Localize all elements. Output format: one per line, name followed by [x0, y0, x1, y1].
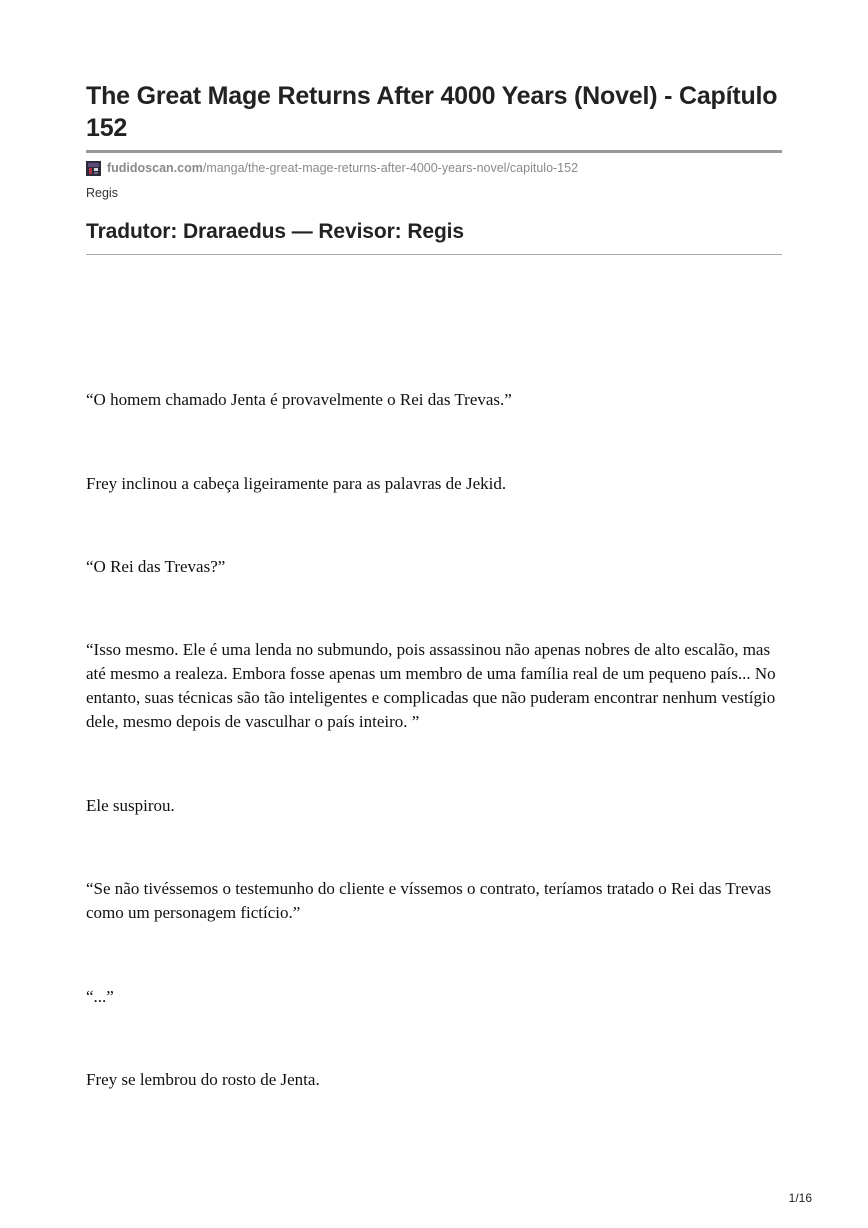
site-favicon-icon: [86, 161, 101, 176]
page-number: 1/16: [788, 1191, 812, 1205]
body-paragraph: “...”: [86, 987, 114, 1006]
body-paragraph: Frey se lembrou do rosto de Jenta.: [86, 1070, 320, 1089]
author-name: Regis: [86, 186, 118, 200]
subheading-divider: [86, 254, 782, 255]
document-page: [86, 0, 782, 1228]
page-title: The Great Mage Returns After 4000 Years (Novel) - Capítulo 152: [86, 82, 778, 142]
body-paragraph: Frey inclinou a cabeça ligeiramente para as palavras de Jekid.: [86, 474, 507, 493]
body-paragraph: “Isso mesmo. Ele é uma lenda no submundo, pois assassinou não apenas nobres de alto escalão, mas até mesmo a realeza. Embora fosse apenas um membro de uma família real de um pequeno país... No entanto, suas técnicas são tão inteligentes e complicadas que não puderam encontrar nenhum vestígio dele, mesmo depois de vasculhar o país inteiro. ”: [86, 640, 776, 731]
body-paragraph: “O homem chamado Jenta é provavelmente o Rei das Trevas.”: [86, 390, 512, 409]
source-path[interactable]: /manga/the-great-mage-returns-after-4000-years-novel/capitulo-152: [202, 161, 579, 175]
body-paragraph: “Se não tivéssemos o testemunho do cliente e víssemos o contrato, teríamos tratado o Rei das Trevas como um personagem fictício.”: [86, 879, 772, 922]
translator-credits-heading: Tradutor: Draraedus — Revisor: Regis: [86, 220, 464, 243]
body-paragraph: “O Rei das Trevas?”: [86, 557, 226, 576]
title-divider: [86, 150, 782, 153]
source-url-line[interactable]: [86, 159, 782, 177]
source-domain[interactable]: fudidoscan.com: [107, 161, 203, 175]
body-paragraph: Ele suspirou.: [86, 796, 175, 815]
